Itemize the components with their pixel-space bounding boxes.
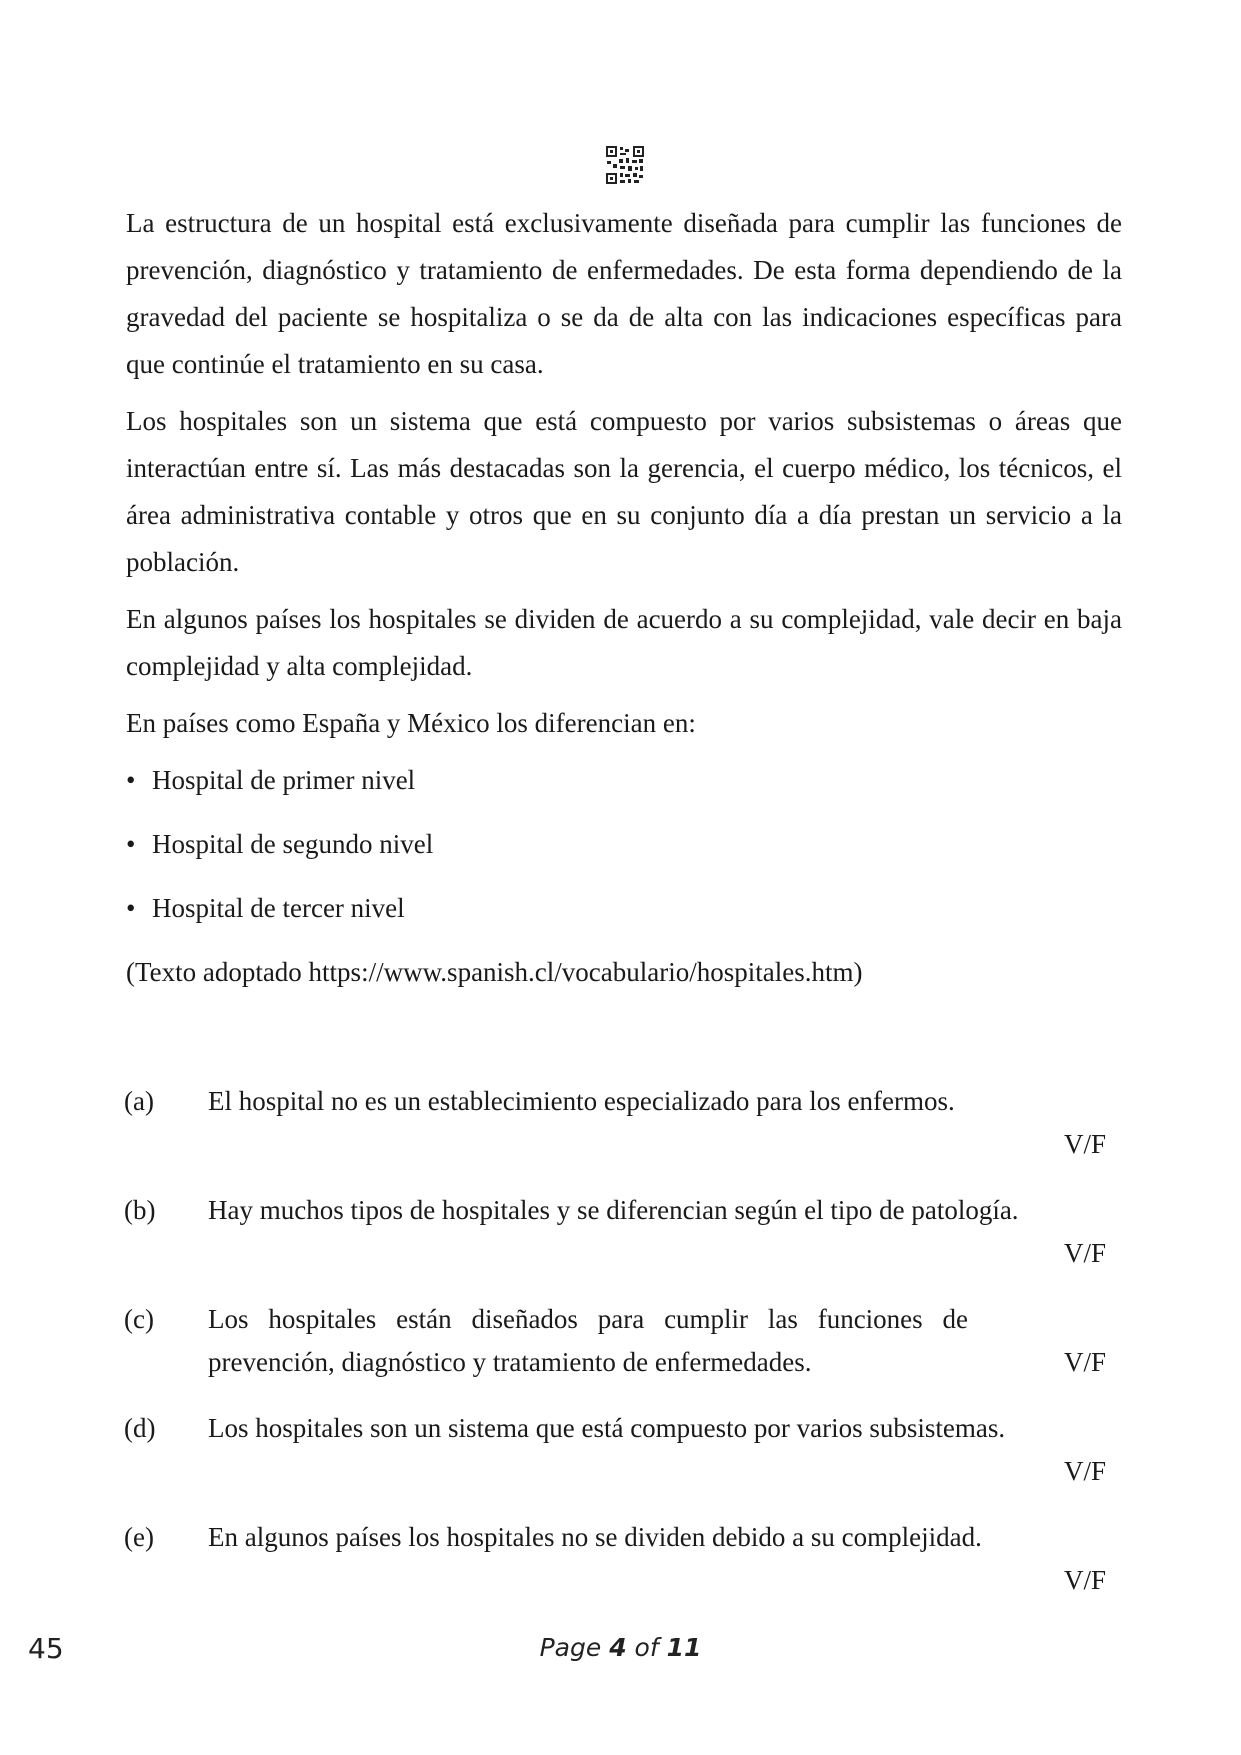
footer-prefix: Page — [539, 1633, 602, 1662]
true-false-answer[interactable]: V/F — [1063, 1565, 1106, 1595]
hospital-levels-list — [126, 757, 1122, 949]
footer-current-page: 4 — [609, 1633, 627, 1662]
question-letter: (d) — [124, 1413, 156, 1443]
question-letter: (c) — [124, 1304, 154, 1334]
footer-of: of — [634, 1633, 659, 1662]
list-item: • Hospital de tercer nivel — [126, 885, 1122, 949]
bullet-icon: • — [126, 765, 136, 795]
question-text: Hay muchos tipos de hospitales y se diferencian según el tipo de patología. — [208, 1195, 1019, 1225]
paragraph-1: La estructura de un hospital está exclusivamente diseñada para cumplir las funciones de prevención, diagnóstico y tratamiento de enfermedades. De esta forma dependiendo de la gravedad del paciente se hospitaliza o se da de alta con las indicaciones específicas para que continúe el tratamiento en su casa. — [126, 208, 1122, 379]
true-false-questions — [124, 1080, 1122, 1625]
question-e — [124, 1516, 1122, 1625]
question-c — [124, 1298, 1122, 1407]
question-b — [124, 1189, 1122, 1298]
list-item: • Hospital de primer nivel — [126, 757, 1122, 821]
question-text: Los hospitales son un sistema que está compuesto por varios subsistemas. — [208, 1413, 1006, 1443]
paragraph-2: Los hospitales son un sistema que está compuesto por varios subsistemas o áreas que interactúan entre sí. Las más destacadas son la gerencia, el cuerpo médico, los técnicos, el área administrativa contable y otros que en su conjunto día a día prestan un servicio a la población. — [126, 406, 1122, 577]
qr-code-icon — [605, 145, 645, 185]
footer-total-pages: 11 — [666, 1633, 702, 1662]
question-a — [124, 1080, 1122, 1189]
question-letter: (b) — [124, 1195, 156, 1225]
bullet-icon: • — [126, 829, 136, 859]
source-citation: (Texto adoptado https://www.spanish.cl/vocabulario/hospitales.htm) — [126, 957, 863, 987]
question-text: Los hospitales están diseñados para cumplir las funciones de prevención, diagnóstico y tratamiento de enfermedades. — [208, 1304, 968, 1377]
question-text: El hospital no es un establecimiento especializado para los enfermos. — [208, 1086, 955, 1116]
true-false-answer[interactable]: V/F — [1063, 1129, 1106, 1159]
list-item: • Hospital de segundo nivel — [126, 821, 1122, 885]
question-text: En algunos países los hospitales no se dividen debido a su complejidad. — [208, 1522, 982, 1552]
question-letter: (e) — [124, 1522, 154, 1552]
reading-passage — [126, 200, 1122, 996]
bullet-icon: • — [126, 893, 136, 923]
question-letter: (a) — [124, 1086, 154, 1116]
page-number: 45 — [28, 1632, 64, 1665]
true-false-answer[interactable]: V/F — [1063, 1347, 1106, 1377]
true-false-answer[interactable]: V/F — [1063, 1456, 1106, 1486]
true-false-answer[interactable]: V/F — [1063, 1238, 1106, 1268]
question-d — [124, 1407, 1122, 1516]
paragraph-3: En algunos países los hospitales se dividen de acuerdo a su complejidad, vale decir en baja complejidad y alta complejidad. — [126, 604, 1122, 681]
page-footer — [0, 1633, 1241, 1662]
paragraph-4: En países como España y México los diferencian en: — [126, 708, 696, 738]
